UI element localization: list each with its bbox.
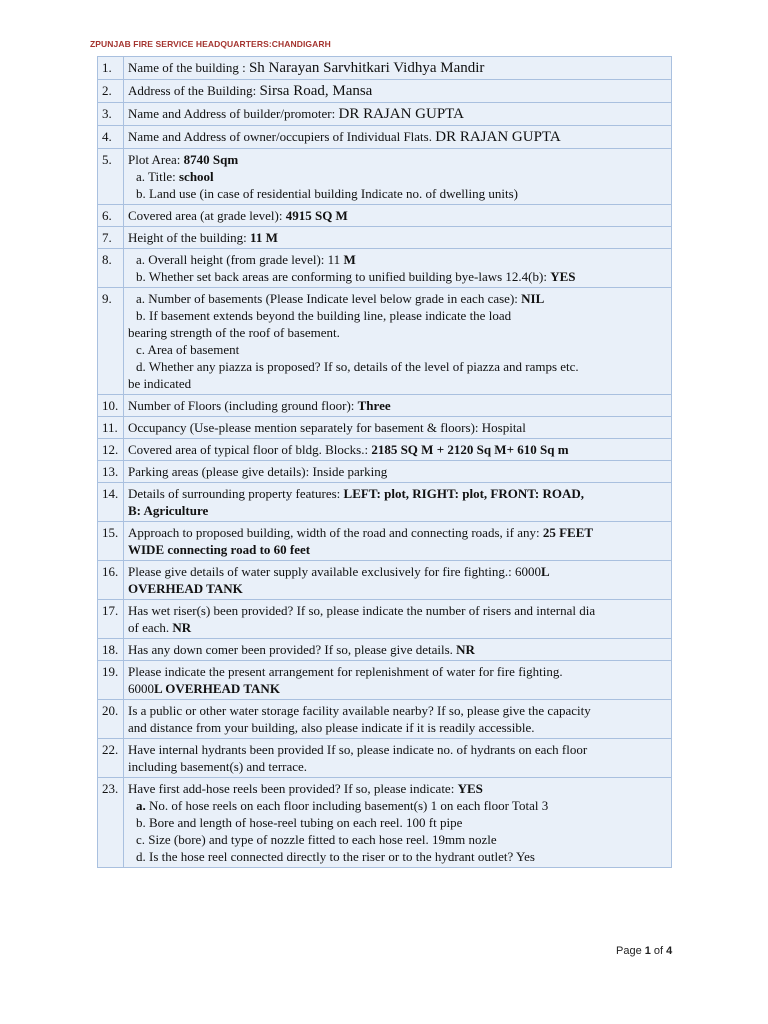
row-content: [124, 126, 672, 149]
row-content: [124, 149, 672, 205]
field-label: of each.: [128, 620, 173, 635]
table-row: [98, 205, 672, 227]
field-label: 6000: [128, 681, 154, 696]
field-label: and distance from your building, also please indicate if it is readily accessible.: [128, 720, 535, 735]
table-row: [98, 739, 672, 778]
sub-value: NIL: [521, 291, 545, 306]
field-label: Has wet riser(s) been provided? If so, please indicate the number of risers and internal dia: [128, 603, 596, 618]
sub-text: be indicated: [128, 376, 192, 391]
row-content: [124, 661, 672, 700]
sub-value: YES: [550, 269, 576, 284]
field-label: including basement(s) and terrace.: [128, 759, 308, 774]
row-number: 7.: [98, 227, 124, 249]
row-content: [124, 561, 672, 600]
field-label: Number of Floors (including ground floor):: [128, 398, 358, 413]
row-content: [124, 103, 672, 126]
document-header: ZPUNJAB FIRE SERVICE HEADQUARTERS:CHANDIGARH: [90, 39, 331, 49]
row-number: 10.: [98, 395, 124, 417]
page-current: 1: [644, 945, 651, 957]
page-prefix: Page: [616, 945, 645, 957]
row-content: [124, 205, 672, 227]
row-number: 6.: [98, 205, 124, 227]
sub-value: school: [179, 169, 214, 184]
row-number: 8.: [98, 249, 124, 288]
row-content: [124, 600, 672, 639]
sub-label: b. Whether set back areas are conforming to unified building bye-laws 12.4(b):: [136, 269, 551, 284]
field-value: NR: [172, 620, 192, 635]
sub-text: b. If basement extends beyond the building line, please indicate the load: [136, 308, 512, 323]
row-content: [124, 395, 672, 417]
field-value: NR: [456, 642, 475, 657]
table-row: [98, 778, 672, 868]
page-total: 4: [666, 945, 673, 957]
field-value: 25 FEET: [542, 525, 594, 540]
row-number: 16.: [98, 561, 124, 600]
field-label: Name and Address of owner/occupiers of Individual Flats.: [128, 129, 436, 144]
field-value: DR RAJAN GUPTA: [435, 129, 561, 145]
row-content: [124, 227, 672, 249]
field-value: 11 M: [250, 230, 278, 245]
field-label: Occupancy (Use-please mention separately for basement & floors): Hospital: [128, 420, 526, 435]
row-content: [124, 417, 672, 439]
field-value: Sirsa Road, Mansa: [259, 83, 373, 99]
table-row: [98, 288, 672, 395]
field-label: Covered area (at grade level):: [128, 208, 286, 223]
field-value: DR RAJAN GUPTA: [338, 106, 464, 122]
row-content: [124, 700, 672, 739]
row-number: 13.: [98, 461, 124, 483]
row-number: 5.: [98, 149, 124, 205]
sub-text: No. of hose reels on each floor including basement(s) 1 on each floor Total 3: [145, 798, 549, 813]
sub-text: bearing strength of the roof of basement.: [128, 325, 340, 340]
row-content: [124, 461, 672, 483]
table-row: [98, 483, 672, 522]
field-label: Please give details of water supply available exclusively for fire fighting.: 6000: [128, 564, 541, 579]
table-row: [98, 103, 672, 126]
row-content: [124, 57, 672, 80]
row-content: [124, 522, 672, 561]
table-row: [98, 600, 672, 639]
table-row: [98, 249, 672, 288]
table-row: [98, 126, 672, 149]
sub-value: M: [343, 252, 356, 267]
sub-text: c. Area of basement: [136, 342, 240, 357]
field-label: Please indicate the present arrangement for replenishment of water for fire fighting.: [128, 664, 563, 679]
row-number: 4.: [98, 126, 124, 149]
table-row: [98, 700, 672, 739]
field-label: Details of surrounding property features:: [128, 486, 344, 501]
field-value: LEFT: plot, RIGHT: plot, FRONT: ROAD,: [343, 486, 585, 501]
table-row: [98, 522, 672, 561]
field-label: Have first add-hose reels been provided? If so, please indicate:: [128, 781, 458, 796]
field-value: L OVERHEAD TANK: [154, 681, 280, 696]
sub-text: c. Size (bore) and type of nozzle fitted to each hose reel. 19mm nozle: [136, 832, 497, 847]
table-row: [98, 661, 672, 700]
sub-text: d. Whether any piazza is proposed? If so, details of the level of piazza and ramps etc.: [136, 359, 579, 374]
table-row: [98, 227, 672, 249]
row-number: 23.: [98, 778, 124, 868]
row-content: [124, 249, 672, 288]
sub-text: b. Land use (in case of residential building Indicate no. of dwelling units): [136, 186, 518, 201]
row-number: 22.: [98, 739, 124, 778]
page-indicator: [616, 945, 672, 957]
row-number: 2.: [98, 80, 124, 103]
field-value: Three: [357, 398, 391, 413]
table-row: [98, 57, 672, 80]
row-number: 11.: [98, 417, 124, 439]
sub-label: a. Overall height (from grade level): 11: [136, 252, 344, 267]
table-row: [98, 439, 672, 461]
sub-text: d. Is the hose reel connected directly to the riser or to the hydrant outlet? Yes: [136, 849, 535, 864]
field-label: Covered area of typical floor of bldg. Blocks.:: [128, 442, 372, 457]
field-label: Name of the building :: [128, 60, 249, 75]
field-value: B: Agriculture: [128, 503, 209, 518]
row-number: 12.: [98, 439, 124, 461]
field-value: 8740 Sqm: [183, 152, 239, 167]
sub-label: a. Number of basements (Please Indicate level below grade in each case):: [136, 291, 522, 306]
field-value: 2185 SQ M + 2120 Sq M+ 610 Sq m: [371, 442, 569, 457]
table-row: [98, 149, 672, 205]
row-number: 19.: [98, 661, 124, 700]
field-label: Plot Area:: [128, 152, 184, 167]
table-row: [98, 417, 672, 439]
field-label: Parking areas (please give details): Inside parking: [128, 464, 388, 479]
table-row: [98, 80, 672, 103]
row-content: [124, 739, 672, 778]
field-label: Approach to proposed building, width of the road and connecting roads, if any:: [128, 525, 543, 540]
field-value: L: [541, 564, 550, 579]
field-label: Is a public or other water storage facility available nearby? If so, please give the capacity: [128, 703, 591, 718]
field-label: Height of the building:: [128, 230, 251, 245]
row-content: [124, 639, 672, 661]
row-content: [124, 80, 672, 103]
sub-label: a. Title:: [136, 169, 179, 184]
field-value: OVERHEAD TANK: [128, 581, 243, 596]
row-number: 17.: [98, 600, 124, 639]
field-value: WIDE connecting road to 60 feet: [128, 542, 311, 557]
field-label: Has any down comer been provided? If so, please give details.: [128, 642, 457, 657]
row-number: 18.: [98, 639, 124, 661]
field-value: Sh Narayan Sarvhitkari Vidhya Mandir: [248, 60, 485, 76]
row-content: [124, 778, 672, 868]
table-row: [98, 395, 672, 417]
field-label: Have internal hydrants been provided If so, please indicate no. of hydrants on each floor: [128, 742, 588, 757]
sub-text: b. Bore and length of hose-reel tubing on each reel. 100 ft pipe: [136, 815, 463, 830]
table-row: [98, 639, 672, 661]
field-label: Name and Address of builder/promoter:: [128, 106, 339, 121]
table-row: [98, 561, 672, 600]
row-content: [124, 439, 672, 461]
row-content: [124, 483, 672, 522]
row-number: 3.: [98, 103, 124, 126]
field-value: YES: [457, 781, 483, 796]
sub-label: a.: [136, 798, 146, 813]
page-sep: of: [650, 945, 667, 957]
row-number: 1.: [98, 57, 124, 80]
table-row: [98, 461, 672, 483]
row-number: 20.: [98, 700, 124, 739]
row-number: 15.: [98, 522, 124, 561]
row-content: [124, 288, 672, 395]
fire-noc-form-table: [97, 56, 672, 868]
row-number: 9.: [98, 288, 124, 395]
field-value: 4915 SQ M: [285, 208, 348, 223]
row-number: 14.: [98, 483, 124, 522]
field-label: Address of the Building:: [128, 83, 260, 98]
